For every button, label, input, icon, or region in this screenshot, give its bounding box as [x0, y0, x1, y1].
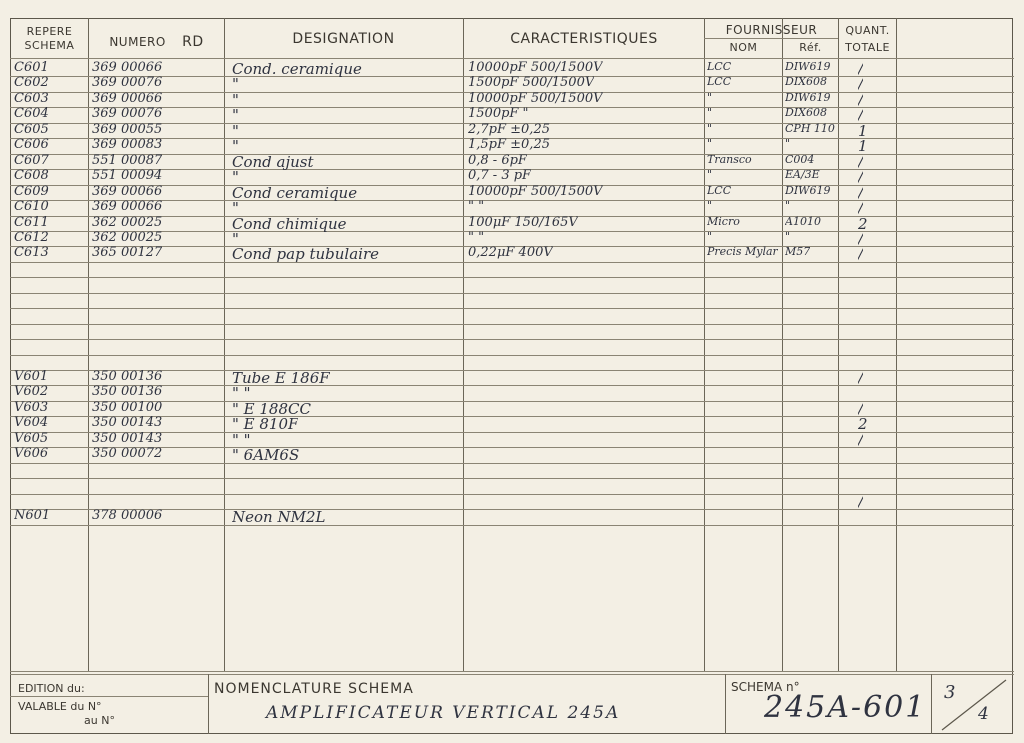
cell-qty: /	[858, 245, 864, 264]
cell-rep: C603	[14, 90, 49, 106]
header-caracteristiques: CARACTERISTIQUES	[510, 31, 658, 47]
footer-schema-number: 245A-601	[764, 690, 927, 725]
column-divider	[896, 18, 897, 671]
row-line	[10, 339, 1014, 340]
cell-des: " 6AM6S	[232, 446, 300, 465]
cell-num: 365 00127	[92, 245, 163, 261]
header-ref: Réf.	[799, 41, 822, 54]
cell-des: " "	[232, 430, 251, 449]
cell-num: 369 00055	[92, 121, 163, 137]
page-fraction-slash-icon	[940, 674, 1010, 732]
cell-qty: 2	[858, 214, 868, 233]
cell-qty: 1	[858, 121, 868, 140]
footer-divider	[931, 674, 932, 734]
cell-rep: C601	[14, 60, 49, 75]
cell-des: "	[232, 106, 239, 125]
cell-qty: /	[858, 430, 864, 449]
column-divider	[704, 18, 705, 671]
cell-ref: M57	[785, 245, 811, 259]
cell-num: 369 00066	[92, 90, 163, 106]
cell-nom: "	[707, 106, 713, 120]
cell-rep: C606	[14, 137, 49, 153]
cell-rep: C605	[14, 121, 49, 137]
cell-qty: /	[858, 168, 864, 187]
column-divider	[463, 18, 464, 671]
cell-nom: LCC	[707, 75, 732, 89]
cell-car: 0,8 - 6pF	[468, 152, 527, 168]
cell-num: 350 00143	[92, 430, 163, 446]
footer-nomenclature: NOMENCLATURE SCHEMA	[214, 681, 414, 697]
row-line	[10, 324, 1014, 325]
footer-divider	[725, 674, 726, 734]
cell-num: 369 00076	[92, 106, 163, 122]
cell-car: 1500pF 500/1500V	[468, 75, 595, 91]
cell-car: 10000pF 500/1500V	[468, 183, 603, 199]
header-quant-line1: QUANT.	[845, 24, 890, 37]
cell-rep: C610	[14, 199, 49, 215]
table-bottom-line	[10, 671, 1014, 672]
cell-car: 0,7 - 3 pF	[468, 168, 532, 184]
cell-nom: Micro	[707, 214, 740, 228]
cell-rep: C608	[14, 168, 49, 184]
cell-nom: LCC	[707, 183, 732, 197]
cell-num: 350 00136	[92, 369, 163, 384]
footer-schema-label: SCHEMA n°	[731, 680, 800, 694]
cell-ref: DIW619	[785, 183, 831, 197]
cell-ref: EA/3E	[785, 168, 820, 182]
header-designation: DESIGNATION	[292, 31, 395, 47]
cell-num: 362 00025	[92, 229, 163, 245]
row-line	[10, 478, 1014, 479]
cell-num: 350 00136	[92, 384, 163, 400]
cell-ref: "	[785, 199, 791, 213]
cell-ref: "	[785, 137, 791, 151]
cell-qty: /	[858, 199, 864, 218]
cell-car: 100μF 150/165V	[468, 214, 578, 230]
footer-page-total: 4	[978, 704, 989, 724]
cell-nom: "	[707, 168, 713, 182]
header-repere-line2: SCHEMA	[24, 39, 75, 52]
cell-ref: A1010	[785, 214, 821, 228]
cell-car: 1500pF "	[468, 106, 529, 122]
cell-des: "	[232, 168, 239, 187]
cell-qty: /	[858, 75, 864, 94]
cell-qty: /	[858, 152, 864, 171]
column-divider	[88, 18, 89, 671]
footer-divider	[208, 674, 209, 734]
row-line	[10, 355, 1014, 356]
cell-ref: C004	[785, 152, 815, 166]
cell-ref: DIX608	[785, 106, 827, 120]
cell-rep: V605	[14, 430, 49, 446]
cell-des: " "	[232, 384, 251, 403]
cell-num: 551 00094	[92, 168, 163, 184]
cell-qty: /	[858, 183, 864, 202]
cell-num: 369 00076	[92, 75, 163, 91]
cell-rep: C612	[14, 229, 49, 245]
header-repere-line1: REPERE	[26, 25, 73, 38]
footer-top-line	[10, 674, 1014, 675]
cell-des: " E 810F	[232, 415, 299, 434]
cell-des: Tube E 186F	[232, 369, 330, 387]
cell-nom: "	[707, 121, 713, 135]
footer-page-number: 3	[944, 682, 956, 703]
footer-au: au N°	[84, 714, 115, 727]
row-line	[10, 494, 1014, 495]
cell-rep: V606	[14, 446, 49, 462]
cell-rep: C613	[14, 245, 49, 261]
cell-rep: N601	[14, 508, 51, 524]
column-divider	[224, 18, 225, 671]
cell-rep: C611	[14, 214, 49, 230]
header-nom: NOM	[729, 41, 758, 54]
cell-rep: C604	[14, 106, 49, 122]
row-line	[10, 277, 1014, 278]
row-line	[10, 308, 1014, 309]
cell-qty: /	[858, 399, 864, 418]
cell-num: 378 00006	[92, 508, 163, 524]
cell-des: Cond pap tubulaire	[232, 245, 379, 264]
cell-des: Cond chimique	[232, 214, 347, 233]
header-bottom-line	[10, 58, 1014, 59]
cell-rep: V602	[14, 384, 49, 400]
cell-qty: /	[858, 60, 864, 78]
cell-qty: /	[858, 106, 864, 125]
cell-des: "	[232, 199, 239, 218]
header-fournisseur: FOURNISSEUR	[725, 23, 818, 37]
cell-rep: V601	[14, 369, 49, 384]
cell-car: 2,7pF ±0,25	[468, 121, 550, 137]
cell-num: 369 00066	[92, 199, 163, 215]
header-repere	[12, 25, 87, 53]
cell-nom: "	[707, 229, 713, 243]
cell-car: 0,22μF 400V	[468, 245, 553, 261]
cell-qty: 1	[858, 137, 868, 156]
cell-ref: CPH 110	[785, 121, 835, 135]
cell-nom: Precis Mylar	[707, 245, 778, 259]
cell-nom: LCC	[707, 60, 732, 73]
header-numero	[90, 34, 223, 50]
cell-qty: /	[858, 90, 864, 109]
cell-car: 1,5pF ±0,25	[468, 137, 550, 153]
cell-nom: Transco	[707, 152, 752, 166]
cell-des: Cond ajust	[232, 152, 314, 171]
cell-num: 350 00100	[92, 399, 163, 415]
cell-des: "	[232, 75, 239, 94]
cell-qty: /	[858, 369, 864, 387]
cell-des: "	[232, 90, 239, 109]
cell-des: "	[232, 121, 239, 140]
cell-ref: DIW619	[785, 90, 831, 104]
footer-edition-line	[10, 696, 208, 697]
cell-des: "	[232, 229, 239, 248]
cell-des: Neon NM2L	[232, 508, 326, 527]
row-line	[10, 262, 1014, 263]
cell-num: 350 00143	[92, 415, 163, 431]
cell-rep: V604	[14, 415, 49, 431]
cell-qty: /	[858, 492, 864, 511]
cell-nom: "	[707, 90, 713, 104]
cell-car: 10000pF 500/1500V	[468, 90, 603, 106]
header-rd-label: RD	[182, 34, 204, 50]
cell-num: 551 00087	[92, 152, 163, 168]
header-numero-label: NUMERO	[109, 35, 166, 49]
cell-num: 369 00066	[92, 183, 163, 199]
column-divider	[838, 18, 839, 671]
cell-rep: V603	[14, 399, 49, 415]
cell-ref: DIW619	[785, 60, 831, 73]
cell-rep: C609	[14, 183, 49, 199]
cell-ref: "	[785, 229, 791, 243]
row-line	[10, 525, 1014, 526]
cell-car: 10000pF 500/1500V	[468, 60, 603, 75]
cell-ref: DIX608	[785, 75, 827, 89]
row-line	[10, 463, 1014, 464]
footer-edition: EDITION du:	[18, 682, 85, 695]
cell-rep: C607	[14, 152, 49, 168]
cell-des: Cond ceramique	[232, 183, 358, 202]
cell-rep: C602	[14, 75, 49, 91]
cell-nom: "	[707, 137, 713, 151]
cell-num: 369 00066	[92, 60, 163, 75]
cell-qty: 2	[858, 415, 868, 434]
cell-qty: /	[858, 229, 864, 248]
header-sub-divider	[704, 38, 838, 39]
footer-title: AMPLIFICATEUR VERTICAL 245A	[266, 703, 621, 723]
cell-des: "	[232, 137, 239, 156]
footer-valable: VALABLE du N°	[18, 700, 102, 713]
cell-nom: "	[707, 199, 713, 213]
row-line	[10, 293, 1014, 294]
cell-des: " E 188CC	[232, 399, 311, 418]
header-quant	[839, 22, 896, 56]
cell-car: " "	[468, 229, 485, 245]
cell-num: 362 00025	[92, 214, 163, 230]
cell-num: 369 00083	[92, 137, 163, 153]
cell-num: 350 00072	[92, 446, 163, 462]
cell-des: Cond. ceramique	[232, 60, 362, 78]
header-quant-line2: TOTALE	[845, 41, 890, 54]
cell-car: " "	[468, 199, 485, 215]
